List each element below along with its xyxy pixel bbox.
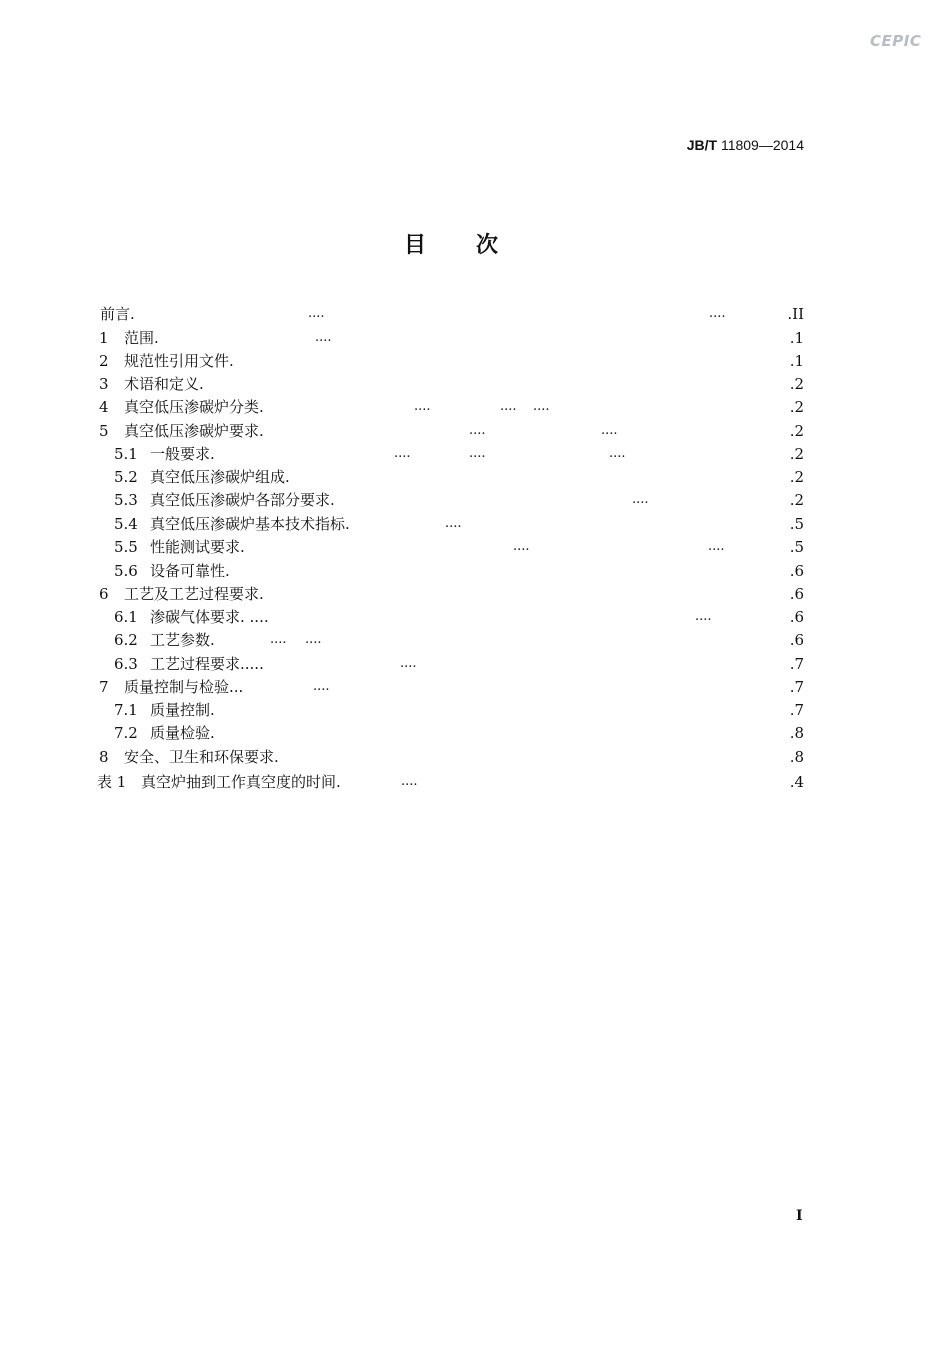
toc-entry-title: 一般要求. — [150, 445, 215, 463]
toc-entry-title: 规范性引用文件. — [124, 352, 234, 370]
toc-entry-title: 安全、卫生和环保要求. — [124, 748, 279, 766]
toc-entry-title: 工艺参数. — [150, 631, 215, 649]
toc-entry — [0, 422, 950, 440]
toc-entry-title: 真空低压渗碳炉分类. — [124, 398, 264, 416]
toc-entry-title: 质量控制与检验... — [124, 678, 244, 696]
toc-entry-title: 前言. — [100, 305, 135, 323]
toc-entry-number: 5.4 — [114, 515, 138, 533]
toc-leader-dots: .... — [708, 539, 725, 554]
toc-leader-dots: .... — [601, 423, 618, 438]
toc-entry-title: 工艺及工艺过程要求. — [124, 585, 264, 603]
toc-page-number: .2 — [789, 445, 804, 463]
toc-entry-title: 质量检验. — [150, 724, 215, 742]
standard-code — [560, 136, 804, 154]
toc-entry-number: 表 1 — [97, 773, 127, 791]
toc-leader-dots: .... — [270, 632, 287, 647]
toc-page-number: .5 — [789, 538, 804, 556]
toc-leader-dots: .... — [533, 399, 550, 414]
toc-leader-dots: .... — [469, 423, 486, 438]
toc-entry-number: 7.2 — [114, 724, 138, 742]
toc-page-number: .2 — [789, 398, 804, 416]
toc-entry-number: 4 — [99, 398, 109, 416]
toc-leader-dots: .... — [632, 492, 649, 507]
toc-page-number: .II — [787, 305, 804, 323]
toc-leader-dots: .... — [414, 399, 431, 414]
standard-code-prefix: JB/T — [686, 137, 718, 153]
toc-leader-dots: .... — [315, 330, 332, 345]
toc-page-number: .1 — [789, 329, 804, 347]
toc-entry — [0, 562, 950, 580]
toc-page-number: .6 — [789, 562, 804, 580]
toc-entry — [0, 655, 950, 673]
toc-page-number: .4 — [789, 773, 804, 791]
toc-leader-dots: .... — [400, 656, 417, 671]
toc-page-number: .1 — [789, 352, 804, 370]
toc-entry — [0, 515, 950, 533]
toc-page-number: .7 — [789, 701, 804, 719]
toc-entry-title: 真空低压渗碳炉各部分要求. — [150, 491, 335, 509]
toc-page-number: .8 — [789, 748, 804, 766]
toc-entry-title: 真空低压渗碳炉基本技术指标. — [150, 515, 350, 533]
page-title: 目 次 — [404, 232, 513, 258]
toc-entry-number: 5.3 — [114, 491, 138, 509]
toc-entry — [0, 701, 950, 719]
toc-leader-dots: .... — [305, 632, 322, 647]
toc-entry-title: 真空低压渗碳炉要求. — [124, 422, 264, 440]
toc-entry-number: 5.1 — [114, 445, 138, 463]
toc-entry — [0, 585, 950, 603]
toc-entry-title: 真空炉抽到工作真空度的时间. — [141, 773, 341, 791]
toc-entry — [0, 491, 950, 509]
toc-entry-title: 渗碳气体要求. .... — [150, 608, 269, 626]
toc-entry-number: 5.6 — [114, 562, 138, 580]
toc-entry-title: 质量控制. — [150, 701, 215, 719]
toc-entry-number: 6.1 — [114, 608, 138, 626]
page-number: I — [796, 1208, 803, 1224]
toc-leader-dots: .... — [513, 539, 530, 554]
toc-leader-dots: .... — [609, 446, 626, 461]
toc-leader-dots: .... — [394, 446, 411, 461]
toc-entry — [0, 724, 950, 742]
toc-entry-number: 6.2 — [114, 631, 138, 649]
toc-entry-title: 术语和定义. — [124, 375, 204, 393]
toc-entry — [0, 398, 950, 416]
toc-entry-title: 性能测试要求. — [150, 538, 245, 556]
toc-entry-title: 范围. — [124, 329, 159, 347]
toc-entry — [0, 375, 950, 393]
toc-leader-dots: .... — [695, 609, 712, 624]
toc-leader-dots: .... — [313, 679, 330, 694]
toc-page-number: .6 — [789, 631, 804, 649]
toc-entry-title: 设备可靠性. — [150, 562, 230, 580]
cepic-logo: CEPIC — [870, 32, 922, 50]
toc-entry — [0, 631, 950, 649]
toc-entry — [0, 773, 950, 791]
toc-entry-number: 7.1 — [114, 701, 138, 719]
toc-entry — [0, 468, 950, 486]
toc-leader-dots: .... — [445, 516, 462, 531]
toc-entry — [0, 445, 950, 463]
toc-entry — [0, 538, 950, 556]
toc-entry-number: 7 — [99, 678, 109, 696]
toc-page-number: .2 — [789, 422, 804, 440]
toc-entry-title: 工艺过程要求..... — [150, 655, 264, 673]
toc-leader-dots: .... — [500, 399, 517, 414]
toc-page-number: .7 — [789, 678, 804, 696]
toc-entry-number: 5.5 — [114, 538, 138, 556]
toc-entry-number: 6.3 — [114, 655, 138, 673]
toc-entry — [0, 352, 950, 370]
toc-entry — [0, 329, 950, 347]
toc-entry-number: 6 — [99, 585, 109, 603]
toc-page-number: .6 — [789, 585, 804, 603]
toc-page-number: .2 — [789, 491, 804, 509]
toc-leader-dots: .... — [401, 774, 418, 789]
toc-entry — [0, 748, 950, 766]
toc-leader-dots: .... — [308, 306, 325, 321]
toc-entry-number: 3 — [99, 375, 109, 393]
toc-entry-number: 1 — [99, 329, 109, 347]
toc-entry — [0, 678, 950, 696]
toc-entry-number: 5.2 — [114, 468, 138, 486]
toc-page-number: .2 — [789, 468, 804, 486]
toc-entry-number: 2 — [99, 352, 109, 370]
standard-code-number: 11809—2014 — [717, 137, 804, 153]
toc-entry-number: 5 — [99, 422, 109, 440]
toc-leader-dots: .... — [469, 446, 486, 461]
toc-page-number: .6 — [789, 608, 804, 626]
toc-page-number: .8 — [789, 724, 804, 742]
toc-entry — [0, 608, 950, 626]
toc-leader-dots: .... — [709, 306, 726, 321]
toc-page-number: .7 — [789, 655, 804, 673]
toc-page-number: .2 — [789, 375, 804, 393]
toc-entry-number: 8 — [99, 748, 109, 766]
toc-entry-title: 真空低压渗碳炉组成. — [150, 468, 290, 486]
toc-entry — [0, 305, 950, 323]
toc-page-number: .5 — [789, 515, 804, 533]
